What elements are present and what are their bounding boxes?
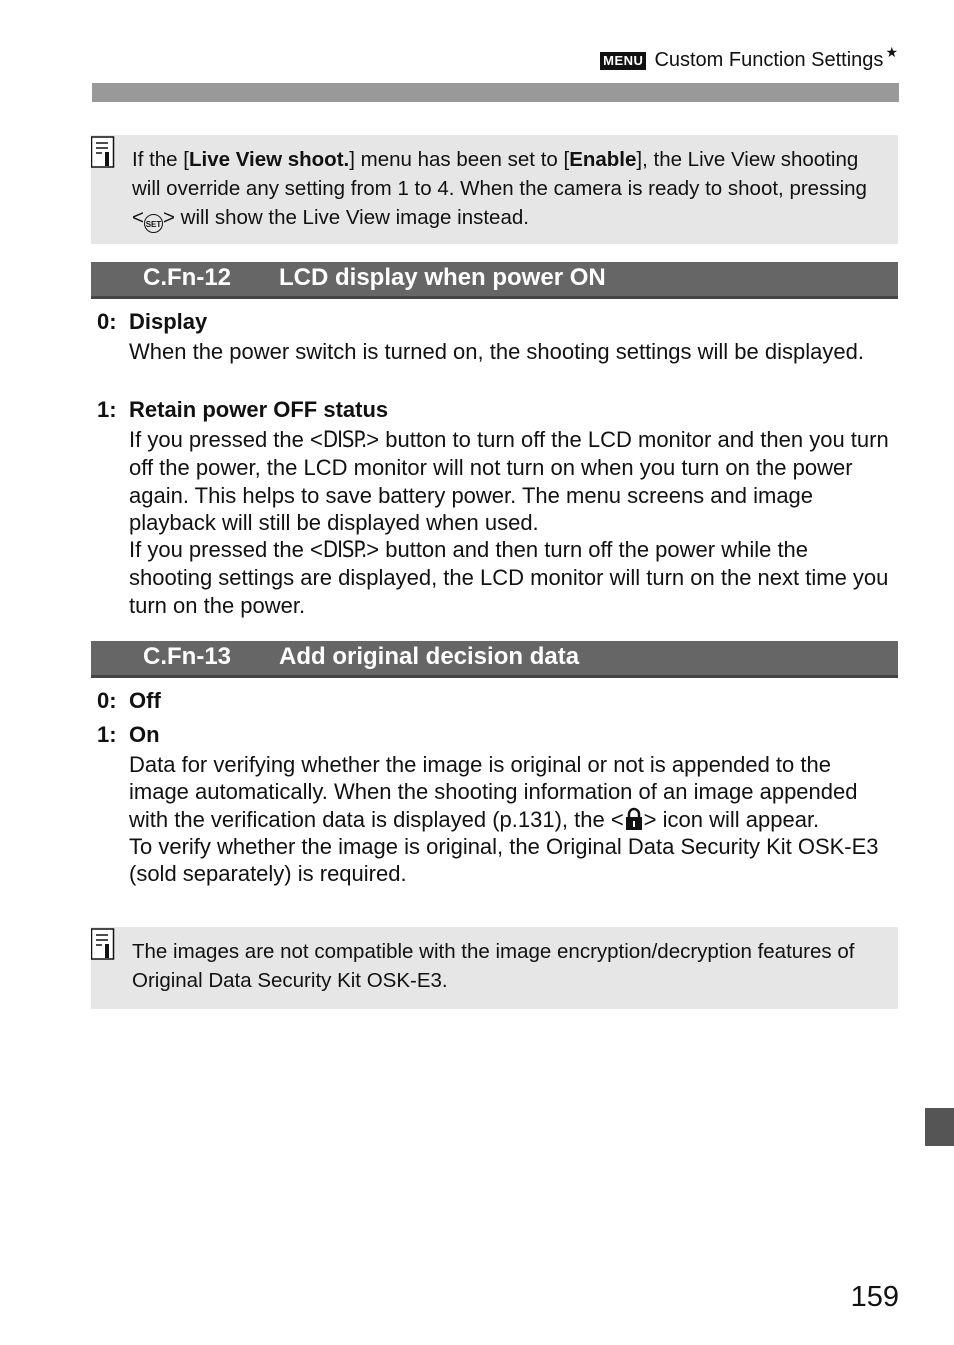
option-description: If you pressed the <DISP.> button to turn off the LCD monitor and then you turn off the power, the LCD monitor will not turn on when you turn on the power again. This helps to save battery power. The menu screens and image playback will still be displayed when used. If you pressed the <DISP.> button and then turn off the power while the shooting settings are displayed, the LCD monitor will turn on the next time you turn on the power.	[129, 427, 889, 618]
running-header	[600, 44, 898, 72]
note-icon	[91, 927, 121, 961]
chapter-tab	[925, 1108, 954, 1146]
option-number: 0:	[97, 688, 117, 713]
option-label: On	[129, 722, 160, 747]
section-title: LCD display when power ON	[279, 264, 606, 291]
menu-icon: MENU	[600, 52, 646, 70]
section-heading-cfn12	[91, 262, 898, 299]
section-title: Add original decision data	[279, 643, 580, 670]
disp-button-icon: DISP.	[322, 428, 367, 453]
option-number: 1:	[97, 722, 117, 747]
header-title: Custom Function Settings	[654, 49, 884, 71]
header-rule	[92, 83, 899, 102]
note-text: If the [Live View shoot.] menu has been set to [Enable], the Live View shooting will override any setting from 1 to 4. When the camera is ready to shoot, pressing < SET> will show the Live View image instead.	[132, 145, 878, 233]
note-text: The images are not compatible with the image encryption/decryption features of Original Data Security Kit OSK-E3.	[132, 940, 855, 992]
disp-button-icon: DISP.	[322, 538, 367, 564]
option-label: Off	[129, 688, 161, 713]
section-code: C.Fn-12	[143, 264, 232, 291]
option-number: 1:	[97, 397, 117, 422]
set-button-icon: SET	[144, 214, 163, 233]
section-code: C.Fn-13	[143, 643, 232, 670]
section-heading-cfn13	[91, 641, 898, 678]
option-label: Display	[129, 309, 208, 334]
option-description: When the power switch is turned on, the shooting settings will be displayed.	[129, 339, 864, 364]
star-icon: ★	[885, 44, 898, 60]
lock-icon	[624, 807, 644, 831]
option-number: 0:	[97, 309, 117, 334]
option-description: Data for verifying whether the image is original or not is appended to the image automatically. When the shooting information of an image appended with the verification data is displayed (p.131), the < > icon will appear. To verify whether the image is original, the Original Data Security Kit OSK-E3 (sold separately) is required.	[129, 752, 879, 887]
note-box-encryption	[91, 927, 898, 1009]
note-box-live-view	[91, 135, 898, 244]
option-label: Retain power OFF status	[129, 397, 389, 422]
note-icon	[91, 135, 121, 169]
page-number: 159	[850, 1281, 899, 1313]
